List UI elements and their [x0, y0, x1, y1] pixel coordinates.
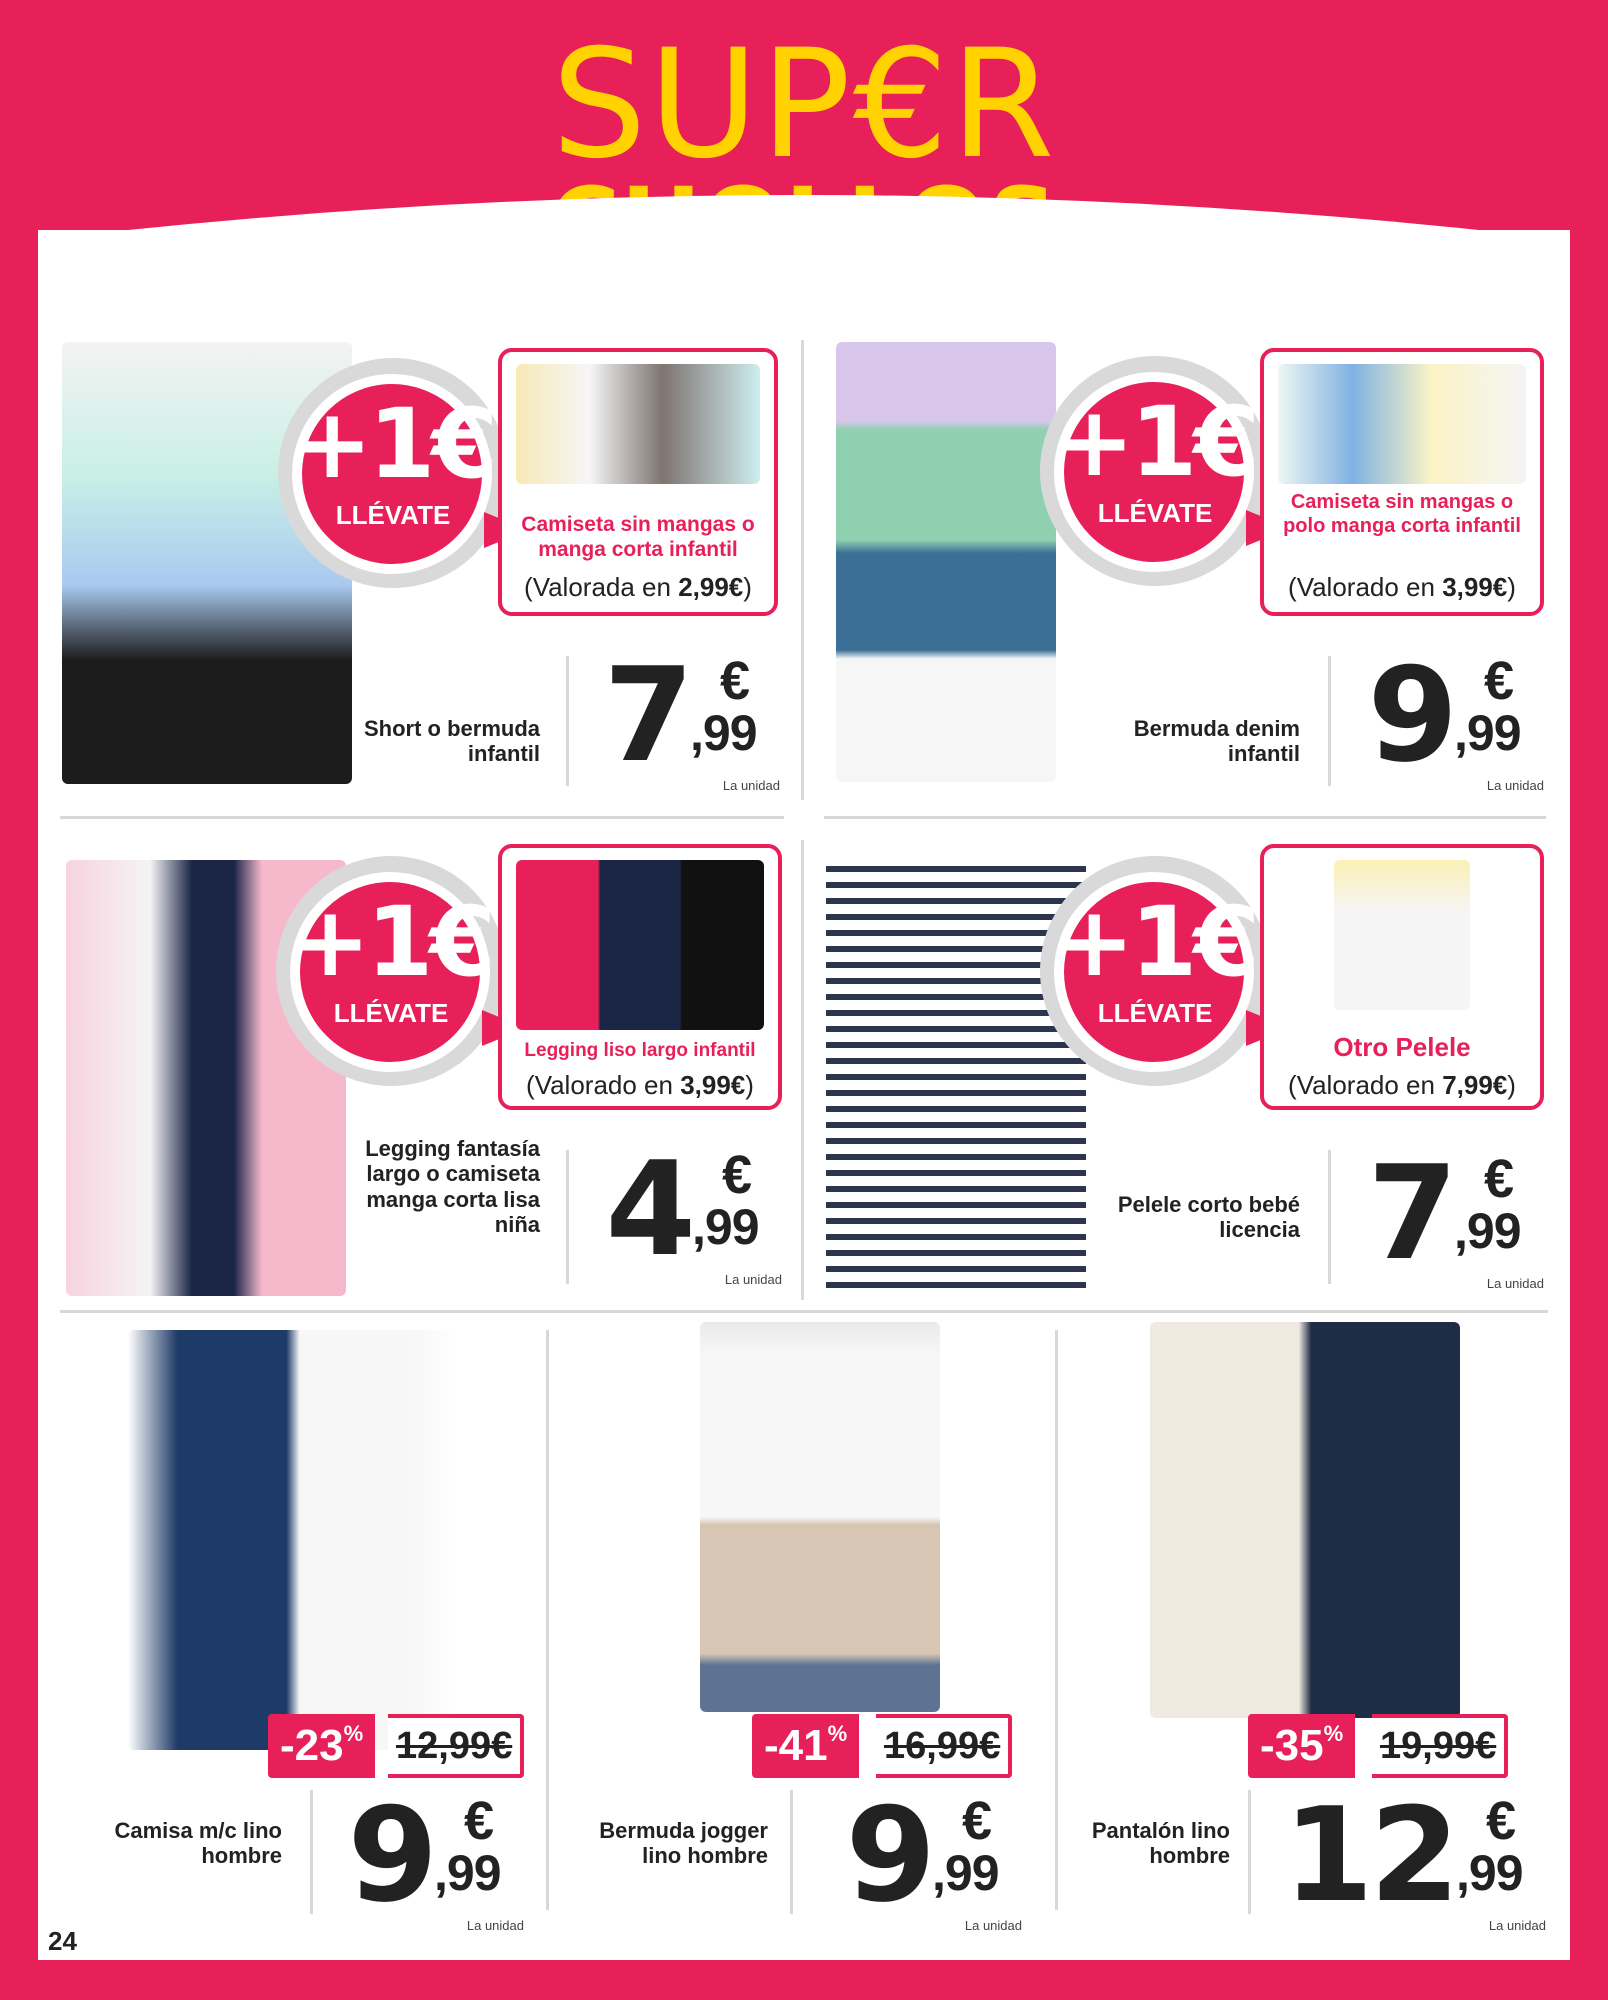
offer-box: [1260, 844, 1544, 1110]
llevate-badge: [278, 358, 508, 588]
price-currency: €: [719, 651, 751, 711]
price-integer: 9: [347, 1779, 434, 1931]
price-currency: €: [1483, 651, 1515, 711]
linen-shirt-image: [128, 1330, 458, 1750]
product-name: Pantalón lino hombre: [1091, 1818, 1230, 1869]
price: [590, 1133, 782, 1294]
price-divider: [566, 656, 569, 786]
price-currency: €: [721, 1145, 753, 1205]
divider: [546, 1330, 549, 1910]
offer-box: [498, 844, 782, 1110]
offer-value: (Valorado en 3,99€): [1288, 572, 1516, 602]
discount-tag: [1248, 1714, 1512, 1778]
offer-item: Camiseta sin mangas o polo manga corta infantil: [1283, 491, 1521, 537]
price-decimals: ,99: [932, 1845, 999, 1901]
divider: [60, 1310, 1548, 1313]
price-divider: [1328, 656, 1331, 786]
price-decimals: ,99: [1454, 1203, 1521, 1259]
price-currency: €: [961, 1791, 993, 1851]
price: [1270, 1779, 1546, 1940]
price-decimals: ,99: [1456, 1845, 1523, 1901]
polo-shirts-image: [1278, 364, 1526, 484]
price-divider: [566, 1150, 569, 1284]
price-unit: La unidad: [964, 1918, 1022, 1933]
price-decimals: ,99: [692, 1199, 759, 1255]
price-decimals: ,99: [690, 705, 757, 761]
discount-tag: [268, 1714, 530, 1778]
divider: [60, 816, 784, 819]
price-integer: 12: [1283, 1779, 1456, 1931]
page-number: 24: [48, 1926, 77, 1956]
offer-value: (Valorada en 2,99€): [524, 572, 752, 602]
price-currency: €: [1485, 1791, 1517, 1851]
product-name: Camisa m/c lino hombre: [114, 1818, 282, 1869]
offer-item: Otro Pelele: [1333, 1032, 1471, 1062]
price-decimals: ,99: [1454, 705, 1521, 761]
linen-trousers-image: [1150, 1322, 1460, 1718]
price-divider: [310, 1790, 313, 1914]
offer-item: Legging liso largo infantil: [524, 1040, 756, 1061]
offer-item: Camiseta sin mangas o manga corta infantil: [521, 513, 755, 562]
llevate-badge: [1040, 856, 1270, 1086]
tweety-romper-image: [1334, 860, 1470, 1010]
price-unit: La unidad: [722, 778, 780, 793]
divider: [801, 340, 804, 800]
llevate-badge: [1040, 356, 1270, 586]
divider: [824, 816, 1546, 819]
discount-percent: -23%: [268, 1714, 375, 1778]
price: [590, 639, 780, 800]
price: [332, 1779, 524, 1940]
price-unit: La unidad: [724, 1272, 782, 1287]
old-price: 12,99€: [388, 1714, 524, 1778]
llevate-badge: [276, 856, 506, 1086]
denim-bermuda-image: [836, 342, 1056, 782]
badge-label: LLÉVATE: [333, 998, 449, 1028]
price-unit: La unidad: [1486, 778, 1544, 793]
product-name: Legging fantasía largo o camiseta manga corta lisa niña: [365, 1136, 540, 1237]
badge-label: LLÉVATE: [335, 500, 451, 530]
linen-bermuda-image: [700, 1322, 940, 1712]
price-decimals: ,99: [434, 1845, 501, 1901]
badge-amount: +1€: [289, 886, 493, 998]
title-super: SUP€R: [551, 18, 1057, 192]
price-integer: 9: [845, 1779, 932, 1931]
offer-box: [1260, 348, 1544, 616]
price-divider: [1248, 1790, 1251, 1914]
badge-amount: +1€: [1053, 886, 1257, 998]
price-integer: 4: [605, 1133, 692, 1285]
price: [1352, 639, 1544, 800]
offer-box: [498, 348, 778, 616]
old-price: 19,99€: [1372, 1714, 1508, 1778]
price-integer: 9: [1367, 639, 1454, 791]
price-unit: La unidad: [466, 1918, 524, 1933]
divider: [801, 840, 804, 1300]
discount-percent: -41%: [752, 1714, 859, 1778]
offer-value: (Valorado en 7,99€): [1288, 1070, 1516, 1100]
price-divider: [1328, 1150, 1331, 1284]
price-integer: 7: [1367, 1137, 1454, 1289]
old-price: 16,99€: [876, 1714, 1012, 1778]
product-name: Bermuda jogger lino hombre: [599, 1818, 768, 1869]
price-unit: La unidad: [1488, 1918, 1546, 1933]
discount-tag: [752, 1714, 1014, 1778]
product-name: Pelele corto bebé licencia: [1117, 1192, 1300, 1243]
product-name: Bermuda denim infantil: [1133, 716, 1300, 767]
discount-percent: -35%: [1248, 1714, 1355, 1778]
leggings-image: [516, 860, 764, 1030]
price-divider: [790, 1790, 793, 1914]
tshirts-image: [516, 364, 760, 484]
price: [830, 1779, 1022, 1940]
badge-label: LLÉVATE: [1097, 498, 1213, 528]
offer-value: (Valorado en 3,99€): [526, 1070, 754, 1100]
badge-amount: +1€: [291, 388, 495, 500]
price-currency: €: [463, 1791, 495, 1851]
price-unit: La unidad: [1486, 1276, 1544, 1291]
price-integer: 7: [603, 639, 690, 791]
price: [1352, 1137, 1544, 1298]
badge-label: LLÉVATE: [1097, 998, 1213, 1028]
badge-amount: +1€: [1053, 386, 1257, 498]
product-name: Short o bermuda infantil: [363, 716, 540, 767]
price-currency: €: [1483, 1149, 1515, 1209]
